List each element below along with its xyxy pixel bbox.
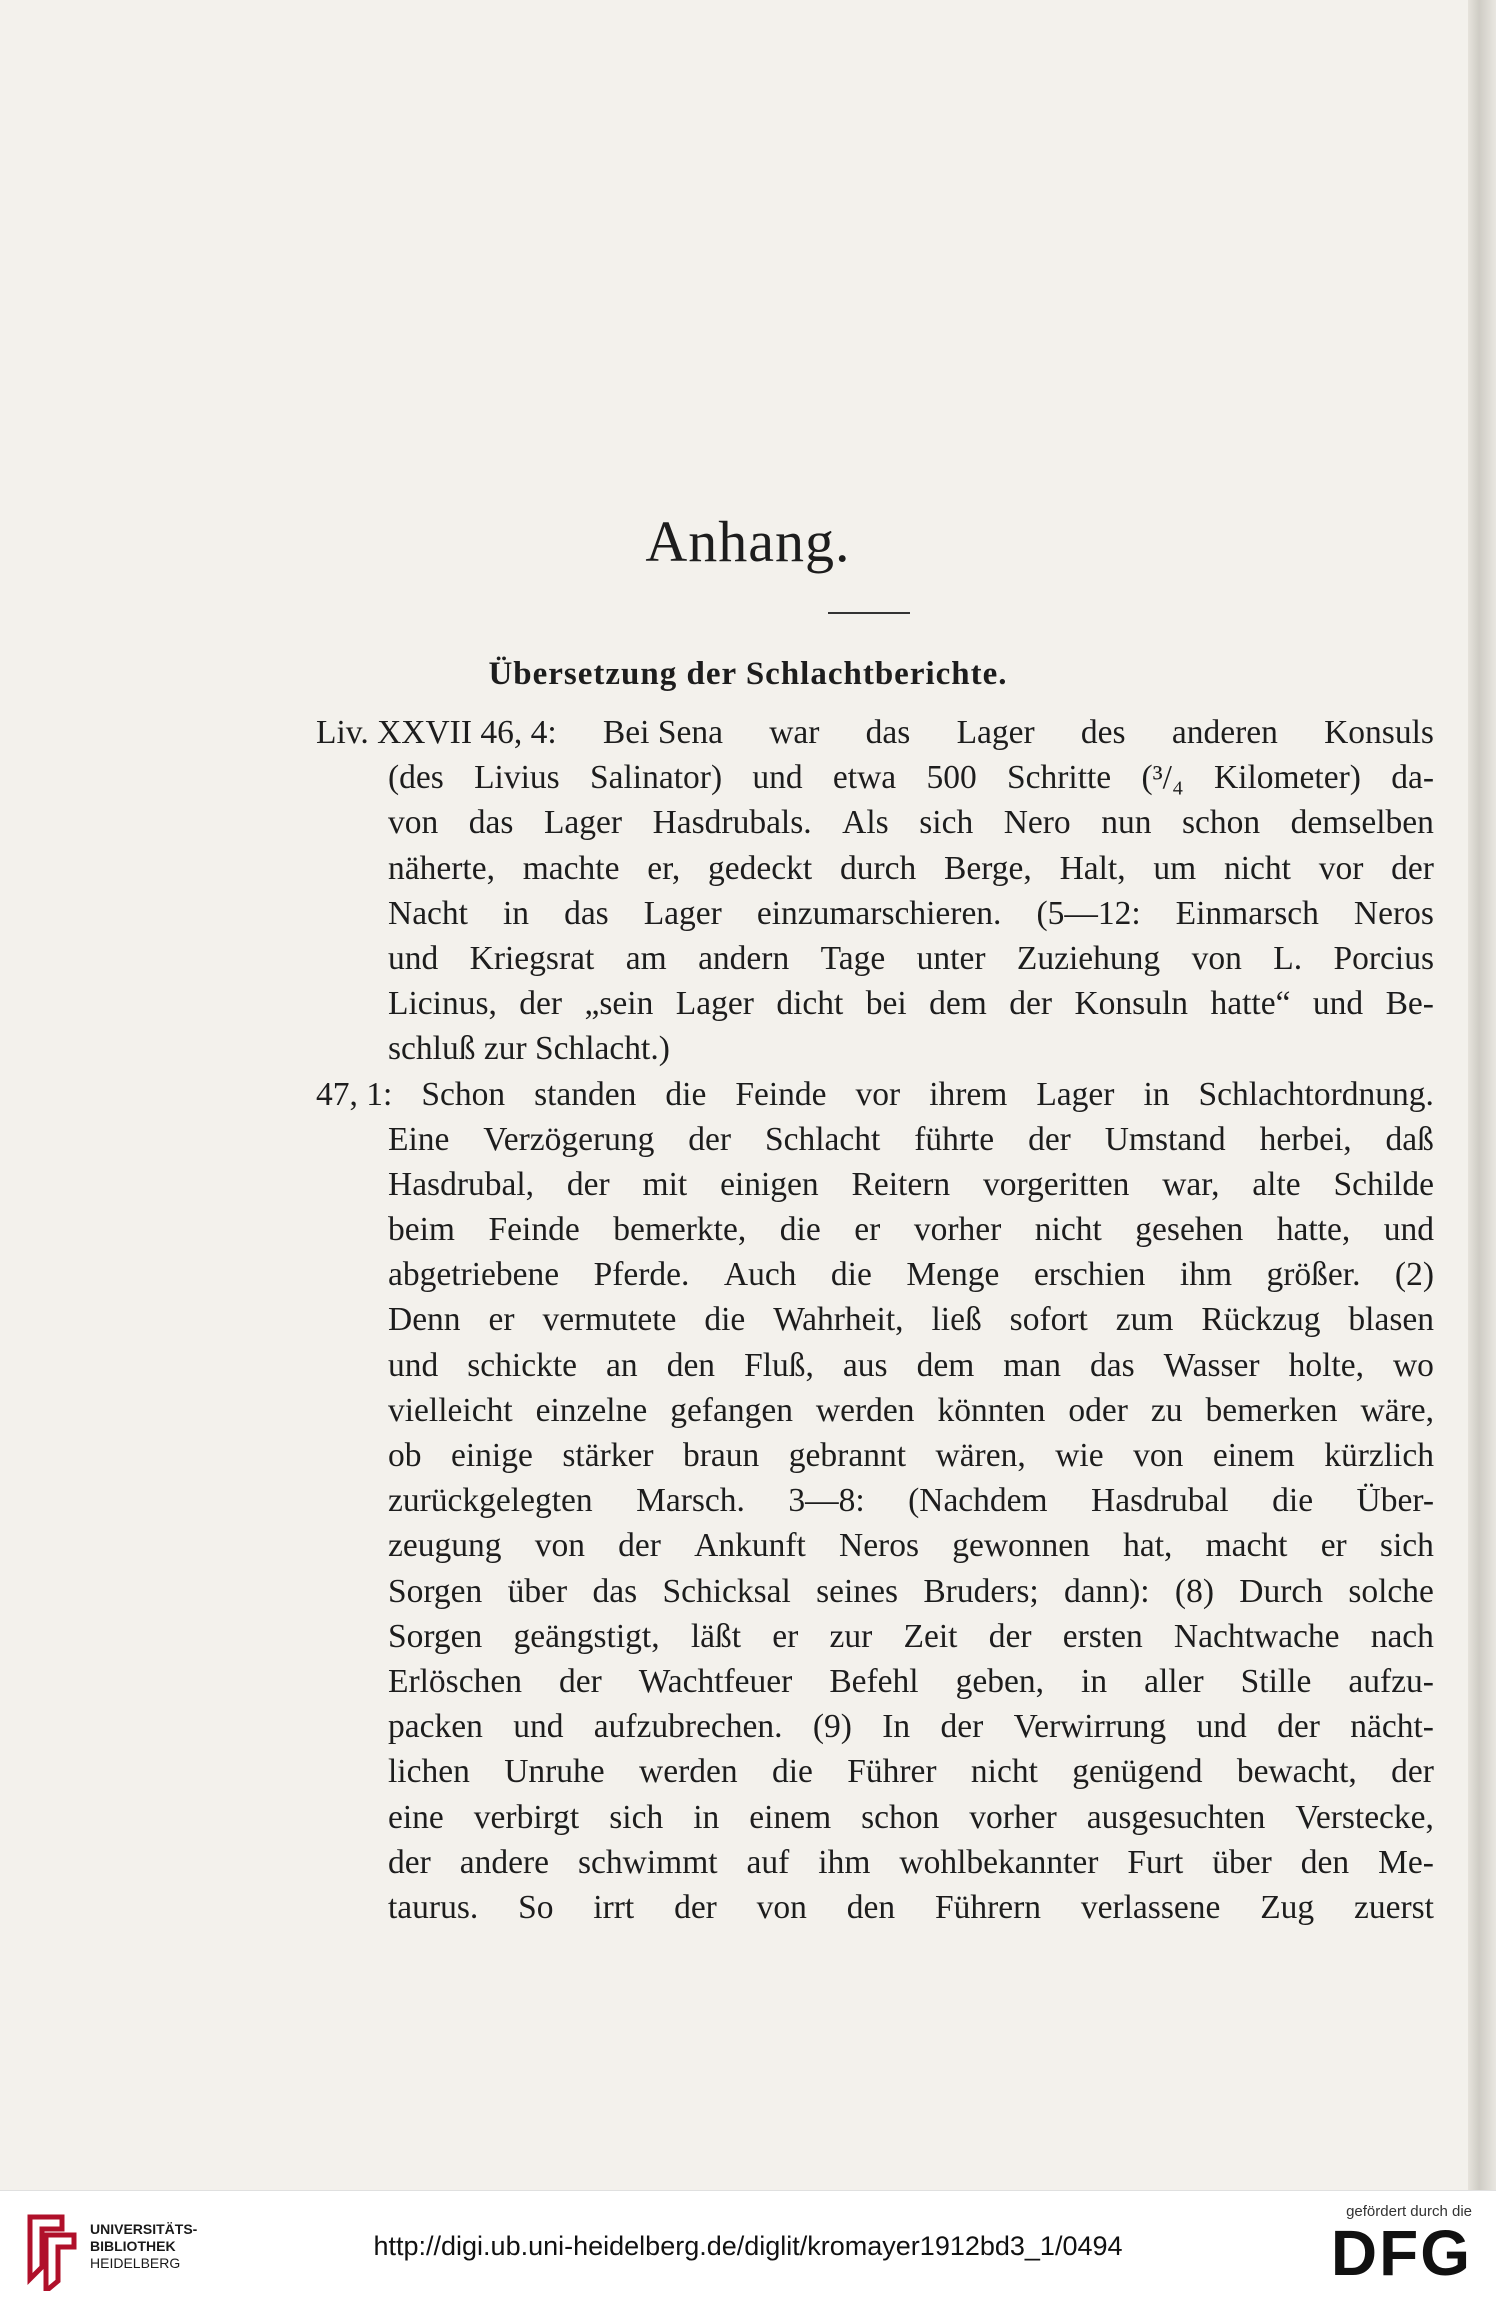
word: Schon <box>421 1075 506 1113</box>
word: schon <box>1181 804 1261 842</box>
text-line <box>316 1840 1434 1885</box>
word: (des <box>388 759 444 797</box>
word: (9) <box>812 1708 852 1746</box>
word: Pferde. <box>593 1256 690 1294</box>
word: wie <box>1055 1437 1104 1474</box>
word: irrt <box>593 1888 635 1926</box>
word: der <box>674 1888 717 1926</box>
word: Hasdrubal <box>1091 1482 1229 1520</box>
word: Konsuln <box>1074 985 1189 1023</box>
word: Auch <box>723 1256 797 1294</box>
word: Als <box>842 804 889 842</box>
word: herbei, <box>1259 1120 1352 1158</box>
word: aufzu- <box>1348 1662 1434 1700</box>
text-line <box>316 891 1434 936</box>
word: von <box>388 804 439 842</box>
word: die <box>779 1211 821 1249</box>
word: (8) <box>1174 1572 1214 1610</box>
word: einigen <box>720 1165 819 1203</box>
word: 500 <box>926 759 977 797</box>
word: eine <box>388 1798 444 1836</box>
word: Schicksal <box>662 1572 791 1610</box>
text-line <box>316 1072 1434 1117</box>
word: die <box>665 1075 707 1113</box>
word: Lager <box>543 804 623 842</box>
word: Denn <box>388 1301 461 1339</box>
footer-bar <box>0 2190 1496 2306</box>
word: zu <box>1150 1391 1183 1429</box>
word: er <box>1320 1527 1347 1565</box>
word: ihrem <box>929 1075 1008 1113</box>
word: er <box>772 1617 799 1655</box>
word: Erlöschen <box>388 1662 522 1700</box>
text-line <box>316 1343 1434 1388</box>
word: bemerkte, <box>613 1211 747 1249</box>
word: schon <box>861 1798 940 1836</box>
word: taurus. <box>388 1888 479 1926</box>
word: (³/₄ <box>1141 759 1184 797</box>
word: stärker <box>562 1437 654 1474</box>
word: einzelne <box>535 1391 648 1429</box>
word: der <box>940 1708 984 1746</box>
word: aus <box>842 1346 888 1384</box>
word: Unruhe <box>504 1753 605 1791</box>
word: beim <box>388 1211 455 1249</box>
word: Schilde <box>1333 1165 1434 1203</box>
word: Lager <box>643 894 722 932</box>
word: Schlachtordnung. <box>1198 1075 1434 1113</box>
word: die <box>1272 1482 1314 1520</box>
word: läßt <box>690 1617 742 1655</box>
word: abgetriebene <box>388 1256 560 1294</box>
dfg-logo: DFG <box>1330 2217 1472 2289</box>
word: Nachtwache <box>1173 1617 1340 1655</box>
text-line <box>316 1704 1434 1749</box>
word: nach <box>1370 1617 1434 1655</box>
word: des <box>1080 714 1126 751</box>
word: sofort <box>1009 1301 1088 1339</box>
word: führte <box>914 1120 995 1158</box>
word: sich <box>1379 1527 1434 1565</box>
word: dem <box>929 985 987 1023</box>
word: vermutete <box>542 1301 677 1339</box>
word: ihm <box>818 1843 871 1881</box>
word: genügend <box>1072 1753 1203 1791</box>
word: von <box>1191 939 1242 977</box>
word: und <box>752 759 803 797</box>
sponsor-label: gefördert durch die <box>1346 2203 1472 2220</box>
word: wäre, <box>1360 1391 1434 1429</box>
word: der <box>688 1120 732 1158</box>
word: Eine <box>388 1120 450 1158</box>
word: verbirgt <box>473 1798 580 1836</box>
word: in <box>1143 1075 1170 1113</box>
word: etwa <box>832 759 897 797</box>
text-line <box>316 1523 1434 1568</box>
section-subtitle: Übersetzung der Schlachtberichte. <box>488 656 1008 692</box>
word: das <box>592 1572 638 1610</box>
word: Verstecke, <box>1295 1798 1434 1836</box>
word: Sorgen <box>388 1572 483 1610</box>
word: auf <box>746 1843 790 1881</box>
title-rule <box>828 612 910 614</box>
word: Hasdrubal, <box>388 1165 535 1203</box>
library-line-1: UNIVERSITÄTS- <box>90 2221 198 2237</box>
word: gesehen <box>1135 1211 1244 1249</box>
word: bei <box>865 985 907 1023</box>
word: ausgesuchten <box>1086 1798 1266 1836</box>
word: Neros <box>1353 894 1434 932</box>
word: Schlacht <box>764 1120 881 1158</box>
word: 47, 1: <box>316 1075 393 1113</box>
word: den <box>666 1346 716 1384</box>
word: der <box>566 1165 610 1203</box>
word: ließ <box>931 1301 982 1339</box>
word: bemerken <box>1205 1391 1338 1429</box>
word: Nacht <box>388 894 468 932</box>
word: Verzögerung <box>483 1120 655 1158</box>
word: und <box>388 1346 439 1384</box>
word: aufzubrechen. <box>593 1708 783 1746</box>
word: Porcius <box>1333 939 1434 977</box>
word: Ankunft <box>694 1527 806 1565</box>
word: der <box>1028 1120 1071 1158</box>
text-line <box>316 1749 1434 1794</box>
word: bewacht, <box>1236 1753 1357 1791</box>
word: in <box>693 1798 720 1836</box>
word: dicht <box>776 985 844 1023</box>
word: oder <box>1068 1391 1128 1429</box>
word: in <box>503 894 530 932</box>
word: Befehl <box>829 1662 919 1700</box>
word: der <box>1391 849 1434 887</box>
word: (2) <box>1394 1256 1434 1294</box>
word: zeugung <box>388 1527 502 1565</box>
word: gebrannt <box>788 1437 906 1474</box>
word: vorher <box>969 1798 1057 1836</box>
text-line <box>316 1659 1434 1704</box>
word: Lager <box>675 985 754 1023</box>
word: Menge <box>906 1256 1000 1294</box>
word: Be- <box>1385 985 1434 1023</box>
word: der <box>618 1527 661 1565</box>
word: geben, <box>955 1662 1044 1700</box>
word: Sorgen <box>388 1617 483 1655</box>
word: Führern <box>934 1888 1042 1926</box>
word: einzumarschieren. <box>756 894 1002 932</box>
word: und <box>513 1708 564 1746</box>
word: andern <box>698 939 790 977</box>
text-line <box>316 1026 1434 1071</box>
word: Wahrheit, <box>773 1301 904 1339</box>
word: Wasser <box>1163 1346 1260 1384</box>
word: vor <box>1318 849 1364 887</box>
word: über <box>507 1572 568 1610</box>
word: daß <box>1385 1120 1434 1158</box>
word: zurückgelegten <box>388 1482 593 1520</box>
word: Marsch. <box>636 1482 745 1520</box>
word: alte <box>1252 1165 1301 1203</box>
word: schwimmt <box>577 1843 718 1881</box>
word: Feinde <box>488 1211 580 1249</box>
text-line <box>316 936 1434 981</box>
word: standen <box>534 1075 637 1113</box>
word: Tage <box>820 939 886 977</box>
word: Bei Sena <box>602 714 723 751</box>
word: braun <box>683 1437 760 1474</box>
word: Zug <box>1260 1888 1315 1926</box>
word: das <box>564 894 609 932</box>
word: der <box>1009 985 1053 1023</box>
word: und <box>388 939 439 977</box>
word: an <box>606 1346 638 1384</box>
word: (5—12: <box>1036 894 1141 932</box>
text-line <box>316 846 1434 891</box>
word: der <box>519 985 563 1023</box>
word: von <box>534 1527 585 1565</box>
word: vorher <box>913 1211 1002 1249</box>
word: die <box>830 1256 872 1294</box>
word: dann): <box>1064 1572 1150 1610</box>
word: Zeit <box>903 1617 958 1655</box>
word: einem <box>1212 1437 1295 1474</box>
word: der <box>1277 1708 1320 1746</box>
word: sich <box>609 1798 664 1836</box>
word: holte, <box>1288 1346 1364 1384</box>
word: ersten <box>1062 1617 1143 1655</box>
sponsor-block <box>1330 2203 1472 2289</box>
word: kürzlich <box>1324 1437 1434 1474</box>
word: die <box>771 1753 813 1791</box>
word: das <box>1090 1346 1135 1384</box>
word: nicht <box>1034 1211 1102 1249</box>
word: sich <box>919 804 974 842</box>
word: Über- <box>1356 1482 1434 1520</box>
word: Wachtfeuer <box>638 1662 793 1700</box>
word: am <box>625 939 667 977</box>
word: dem <box>916 1346 975 1384</box>
word: aller <box>1144 1662 1204 1700</box>
word: zur <box>829 1617 873 1655</box>
word: zum <box>1115 1301 1174 1339</box>
word: werden <box>639 1753 738 1791</box>
word: Kilometer) <box>1213 759 1361 797</box>
word: blasen <box>1348 1301 1434 1339</box>
word: 3—8: <box>788 1482 865 1520</box>
word: Lager <box>956 714 1035 751</box>
word: Livius <box>474 759 560 797</box>
word: Rückzug <box>1201 1301 1321 1339</box>
word: näherte, <box>388 849 495 887</box>
word: Salinator) <box>590 759 723 797</box>
text-line <box>316 1162 1434 1207</box>
word: geängstigt, <box>513 1617 660 1655</box>
word: und <box>1312 985 1364 1023</box>
word: durch <box>839 849 917 887</box>
word: war, <box>1162 1165 1220 1203</box>
word: Berge, <box>944 849 1032 887</box>
text-line <box>316 710 1434 755</box>
word: Lager <box>1036 1075 1115 1113</box>
word: In <box>882 1708 911 1746</box>
text-line <box>316 1388 1434 1433</box>
word: um <box>1153 849 1197 887</box>
word: war <box>769 714 820 751</box>
word: erschien <box>1033 1256 1146 1294</box>
word: er, <box>647 849 681 887</box>
word: (Nachdem <box>908 1482 1048 1520</box>
word: unter <box>916 939 986 977</box>
word: Fluß, <box>744 1346 814 1384</box>
text-line <box>316 800 1434 845</box>
word: der <box>558 1662 602 1700</box>
text-line <box>316 1614 1434 1659</box>
page-title: Anhang. <box>645 509 851 574</box>
word: Hasdrubals. <box>652 804 812 842</box>
word: L. <box>1273 939 1303 977</box>
word: nun <box>1101 804 1152 842</box>
word: Durch <box>1239 1572 1324 1610</box>
word: vielleicht <box>388 1391 513 1429</box>
word: zuerst <box>1353 1888 1434 1926</box>
word: ob <box>388 1437 422 1474</box>
word: Einmarsch <box>1175 894 1319 932</box>
text-line <box>316 1297 1434 1342</box>
word: Halt, <box>1059 849 1126 887</box>
word: wo <box>1392 1346 1434 1384</box>
word: nächt- <box>1350 1708 1434 1746</box>
word: wären, <box>935 1437 1026 1474</box>
word: Neros <box>839 1527 920 1565</box>
word: gefangen <box>670 1391 793 1429</box>
word: hatte, <box>1276 1211 1351 1249</box>
word: wohlbekannter <box>899 1843 1099 1881</box>
word: Furt <box>1127 1843 1184 1881</box>
word: Nero <box>1003 804 1071 842</box>
word: nicht <box>970 1753 1038 1791</box>
text-line <box>316 1885 1434 1930</box>
word: Kriegsrat <box>469 939 595 977</box>
word: Stille <box>1240 1662 1312 1700</box>
word: Me- <box>1378 1843 1434 1881</box>
word: da- <box>1391 759 1434 797</box>
library-line-3: HEIDELBERG <box>90 2255 181 2271</box>
word: das <box>468 804 514 842</box>
word: Schritte <box>1006 759 1112 797</box>
text-line <box>316 1117 1434 1162</box>
word: einem <box>749 1798 832 1836</box>
word: schickte <box>467 1346 578 1384</box>
body-text <box>316 710 1434 1930</box>
word: in <box>1081 1662 1108 1700</box>
word: andere <box>459 1843 550 1881</box>
word: Konsuls <box>1324 714 1434 751</box>
text-line <box>316 1207 1434 1252</box>
word: das <box>865 714 911 751</box>
word: Verwirrung <box>1013 1708 1167 1746</box>
page-edge <box>1468 0 1496 2190</box>
word: den <box>846 1888 896 1926</box>
word: Feinde <box>735 1075 827 1113</box>
word: Führer <box>847 1753 937 1791</box>
word: größer. <box>1266 1256 1361 1294</box>
word: Bruders; <box>923 1572 1039 1610</box>
word: „sein <box>584 985 654 1023</box>
word: schluß zur Schlacht.) <box>388 1030 670 1068</box>
word: er <box>854 1211 881 1249</box>
word: und <box>1196 1708 1247 1746</box>
word: seines <box>816 1572 899 1610</box>
word: So <box>518 1888 554 1926</box>
word: macht <box>1205 1527 1288 1565</box>
word: Umstand <box>1104 1120 1226 1158</box>
word: den <box>1300 1843 1350 1881</box>
word: anderen <box>1171 714 1278 751</box>
word: und <box>1383 1211 1434 1249</box>
word: verlassene <box>1080 1888 1221 1926</box>
word: solche <box>1348 1572 1434 1610</box>
word: Zuziehung <box>1016 939 1161 977</box>
word: könnten <box>937 1391 1046 1429</box>
word: machte <box>522 849 620 887</box>
word: hat, <box>1123 1527 1173 1565</box>
text-line <box>316 1478 1434 1523</box>
permalink-url[interactable]: http://digi.ub.uni-heidelberg.de/diglit/kromayer1912bd3_1/0494 <box>373 2231 1123 2261</box>
word: vorgeritten <box>982 1165 1130 1203</box>
word: packen <box>388 1708 483 1746</box>
word: von <box>1133 1437 1184 1474</box>
text-line <box>316 1252 1434 1297</box>
text-line <box>316 1433 1434 1478</box>
word: vor <box>855 1075 901 1113</box>
word: gewonnen <box>952 1527 1090 1565</box>
word: mit <box>642 1165 688 1203</box>
word: der <box>988 1617 1032 1655</box>
word: hatte“ <box>1210 985 1291 1023</box>
word: ihm <box>1179 1256 1233 1294</box>
word: Liv. XXVII 46, 4: <box>316 714 557 751</box>
word: von <box>756 1888 807 1926</box>
word: er <box>488 1301 515 1339</box>
word: demselben <box>1290 804 1434 842</box>
text-line <box>316 1795 1434 1840</box>
library-line-2: BIBLIOTHEK <box>90 2238 176 2254</box>
text-line <box>316 1569 1434 1614</box>
word: Licinus, <box>388 985 497 1023</box>
word: gedeckt <box>708 849 813 887</box>
word: der <box>388 1843 431 1881</box>
word: die <box>704 1301 746 1339</box>
word: über <box>1212 1843 1272 1881</box>
word: werden <box>815 1391 915 1429</box>
word: Reitern <box>851 1165 951 1203</box>
text-line <box>316 755 1434 800</box>
word: nicht <box>1223 849 1291 887</box>
word: einige <box>451 1437 533 1474</box>
word: man <box>1003 1346 1061 1384</box>
word: lichen <box>388 1753 470 1791</box>
text-line <box>316 981 1434 1026</box>
word: der <box>1391 1753 1434 1791</box>
